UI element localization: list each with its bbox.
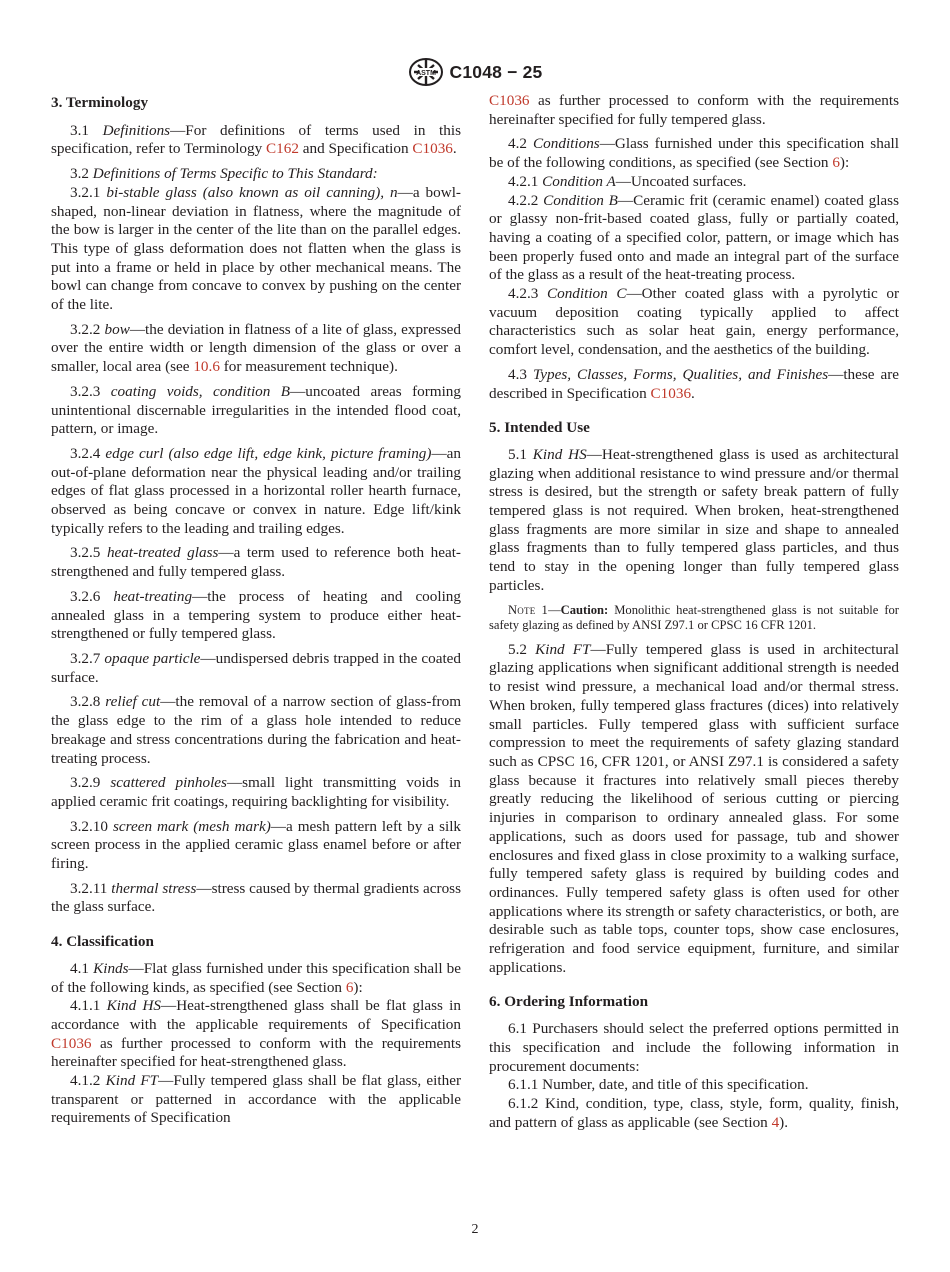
paragraph-4-1 [51, 960, 461, 997]
note-dash: — [548, 602, 561, 617]
clause-term: Kind FT [105, 1072, 159, 1090]
clause-text: —a mesh pattern left by a silk screen process in the applied ceramic glass enamel before or after firing. [51, 817, 462, 873]
clause-number: 3.2.10 [70, 817, 108, 835]
paragraph-5-1 [489, 446, 899, 596]
clause-text: —the deviation in flatness of a lite of glass, expressed over the entire width or length dimension of the glass or over a smaller, local area (see [51, 320, 462, 376]
clause-number: 4.2.1 [508, 172, 539, 190]
clause-number: 5.1 [508, 445, 527, 463]
clause-text: ): [353, 978, 363, 996]
clause-term: Kinds [93, 959, 129, 977]
clause-number: 6.1.1 [508, 1076, 539, 1094]
clause-term: Kind HS [106, 997, 162, 1015]
note-caution: Caution: [560, 602, 609, 617]
clause-term: bi-stable glass (also known as oil canning), n [106, 183, 398, 201]
clause-text: —For definitions of terms used in this specification, refer to Terminology [51, 121, 461, 158]
clause-text: Purchasers should select the preferred options permitted in this specification and include the following information in procurement documents: [489, 1020, 899, 1075]
clause-number: 3.1 [70, 121, 89, 139]
paragraph-3-2-6 [51, 588, 461, 644]
clause-number: 3.2.4 [70, 444, 101, 462]
clause-number: 3.2.8 [70, 693, 101, 711]
right-column [489, 92, 899, 1132]
astm-logo-icon [408, 57, 444, 87]
paragraph-3-2-7 [51, 650, 461, 687]
reference-link-c1036[interactable]: C1036 [412, 140, 453, 158]
clause-text: —a bowl-shaped, non-linear deviation in flatness, where the magnitude of the bow is larger in the center of the lite than on the parallel edges. This type of glass deformation does not flatten when the glass is put into a frame or held in place by other mechanical means. The bowl can change from concave to convex by pushing on the center of the lite. [51, 183, 461, 314]
section-heading-ordering-information: 6. Ordering Information [489, 993, 649, 1011]
paragraph-4-2-1 [489, 173, 899, 192]
clause-text: —Flat glass furnished under this specification shall be of the following kinds, as specified (see Section [51, 959, 461, 996]
paragraph-3-1 [51, 122, 461, 159]
clause-term: bow [104, 320, 130, 338]
clause-term: Condition B [543, 191, 618, 209]
paragraph-3-2-11 [51, 880, 461, 917]
clause-term: Types, Classes, Forms, Qualities, and Finishes [532, 365, 829, 383]
clause-term: edge curl (also edge lift, edge kink, picture framing) [105, 444, 432, 462]
section-heading-terminology: 3. Terminology [51, 94, 149, 111]
page-header [0, 57, 950, 93]
clause-term: coating voids, condition B [110, 382, 291, 400]
clause-text: . [452, 140, 457, 158]
clause-number: 6.1.2 [508, 1094, 539, 1112]
clause-number: 3.2.6 [70, 587, 101, 605]
clause-term: heat-treating [113, 587, 193, 605]
clause-term: screen mark (mesh mark) [112, 817, 271, 835]
clause-number: 4.1.2 [70, 1072, 101, 1090]
clause-text: ): [839, 154, 850, 172]
clause-term: Definitions [102, 121, 171, 139]
clause-text: Kind, condition, type, class, style, form, quality, finish, and pattern of glass as applicable (see Section [489, 1094, 899, 1131]
paragraph-3-2-4 [51, 445, 461, 539]
paragraph-4-1-2-continued [489, 92, 899, 129]
clause-text: —the removal of a narrow section of glass-from the glass edge to the rim of a glass hole intended to reduce breakage and stress concentrations during the fabrication and heat-treating process. [51, 693, 462, 767]
paragraph-3-2-8 [51, 693, 461, 768]
clause-text: —Heat-strengthened glass shall be flat glass in accordance with the applicable requirements of Specification [51, 997, 461, 1033]
clause-text: and Specification [298, 140, 413, 158]
clause-text: —Fully tempered glass shall be flat glass, either transparent or patterned in accordance with the applicable requirements of Specification [51, 1072, 462, 1127]
clause-text: —Other coated glass with a pyrolytic or vacuum deposition coating typically applied to affect characteristics such as solar heat gain, energy performance, comfort level, condensation, and the aesthetics of the building. [489, 285, 900, 359]
clause-text: —an out-of-plane deformation near the physical leading and/or trailing edges of flat glass processed in a horizontal roller hearth furnace, observed as being concave or convex in nature. Edge lift/kink typically refers to the leading and trailing edges. [51, 444, 461, 537]
clause-number: 3.2.7 [70, 649, 101, 667]
note-text: Monolithic heat-strengthened glass is not suitable for safety glazing as defined by ANSI Z97.1 or CPSC 16 CFR 1201. [489, 602, 899, 633]
clause-term: thermal stress [111, 879, 197, 897]
clause-text: ). [779, 1113, 789, 1131]
clause-term: heat-treated glass [106, 544, 219, 562]
paragraph-3-2-5 [51, 544, 461, 581]
clause-term: Kind HS [532, 445, 587, 463]
clause-text: —Uncoated surfaces. [615, 172, 747, 190]
section-heading-intended-use: 5. Intended Use [489, 419, 590, 437]
clause-number: 4.1 [70, 959, 89, 977]
paragraph-4-1-1 [51, 997, 461, 1072]
paragraph-4-2 [489, 135, 899, 172]
paragraph-3-2-9 [51, 774, 461, 811]
clause-text: for measurement technique). [219, 358, 398, 376]
note-1 [489, 603, 899, 634]
clause-number: 3.2.1 [70, 183, 101, 201]
paragraph-4-2-3 [489, 285, 899, 360]
clause-number: 6.1 [508, 1020, 527, 1038]
clause-text: —Heat-strengthened glass is used as architectural glazing when additional resistance to wind pressure and/or thermal stress is desired, but the strength or safety break pattern of fully tempered glass is not required. When broken, heat-strengthened glass fragments are more similar in size and shape to annealed glass fragments than to fully tempered glass particles, and thus tend to stay in the opening longer than fully tempered glass particles. [489, 445, 899, 594]
clause-text: as further processed to conform with the requirements hereinafter specified for heat-strengthened glass. [51, 1034, 461, 1071]
clause-number: 4.2.2 [508, 191, 539, 209]
clause-number: 3.2.5 [70, 544, 101, 562]
clause-term: Conditions [533, 135, 600, 153]
paragraph-4-3 [489, 366, 899, 403]
reference-link-section-6[interactable]: 6 [345, 978, 354, 996]
clause-term: Kind FT [535, 640, 591, 658]
paragraph-4-2-2 [489, 192, 899, 286]
clause-text: —Ceramic frit (ceramic enamel) coated glass or glassy non-frit-based coated glass, fully or partially coated, having a coating of a specified color, pattern, or image which has been properly fused onto and made an integral part of the surface of the glass as a result of the heat-treating process. [489, 191, 899, 284]
clause-text: —undispersed debris trapped in the coated surface. [51, 649, 462, 686]
clause-text: —Glass furnished under this specification shall be of the following conditions, as specified (see Section [489, 135, 899, 172]
paragraph-5-2 [489, 641, 899, 978]
left-column [51, 92, 461, 1128]
clause-text: —uncoated areas forming unintentional discernable irregularities in the intended flood coat, pattern, or image. [51, 382, 461, 438]
clause-term: Condition A [542, 172, 616, 190]
paragraph-6-1 [489, 1020, 899, 1076]
paragraph-3-2 [51, 165, 461, 184]
clause-text: —small light transmitting voids in applied ceramic frit coatings, requiring backlighting for visibility. [51, 774, 461, 810]
clause-number: 4.2.3 [508, 285, 539, 303]
reference-link-10-6[interactable]: 10.6 [193, 358, 220, 376]
clause-term: Condition C [546, 285, 627, 303]
clause-text: —these are described in Specification [489, 365, 900, 402]
reference-link-c162[interactable]: C162 [266, 140, 299, 158]
clause-number: 3.2.11 [70, 879, 108, 897]
document-id: C1048 − 25 [449, 61, 543, 82]
clause-number: 3.2.3 [70, 382, 101, 400]
clause-number: 3.2 [70, 165, 89, 183]
clause-text: Number, date, and title of this specification. [542, 1076, 809, 1094]
paragraph-6-1-2 [489, 1095, 899, 1132]
reference-link-section-6[interactable]: 6 [832, 154, 840, 172]
note-label: Note 1 [508, 602, 549, 617]
clause-text: —the process of heating and cooling annealed glass in a tempering system to produce either heat-strengthened or fully tempered glass. [51, 587, 461, 643]
paragraph-3-2-1 [51, 184, 461, 315]
paragraph-6-1-1 [489, 1076, 899, 1095]
clause-term: opaque particle [104, 649, 201, 667]
clause-number: 3.2.2 [70, 320, 101, 338]
reference-link-c1036[interactable]: C1036 [51, 1034, 92, 1052]
section-heading-classification: 4. Classification [51, 933, 154, 951]
svg-text:ASTM: ASTM [415, 70, 436, 77]
clause-number: 4.2 [508, 135, 527, 153]
clause-text: —Fully tempered glass is used in architectural glazing applications when significant additional strength is needed to resist wind pressure, a mechanical load and/or thermal stress. When broken, fully tempered glass fractures (dices) into relatively small particles. Fully tempered glass with sufficient surface compression to meet the requirements of safety glazing standard such as CPSC 16, CFR 1201, or ANSI Z97.1 is considered a safety glass because it fractures into relatively small pieces thereby greatly reducing the likelihood of serious cutting or piercing injuries in comparison to ordinary annealed glass. For some applications, such as doors used for passage, tub and shower enclosures and fixed glass in close proximity to a walking surface, fully tempered safety glass is required by building codes and ordinances. Fully tempered safety glass is often used for other applications where its strength or safety characteristics, or both, are desirable such as table tops, counter tops, show case enclosures, refrigeration and food service equipment, furniture, and similar applications. [489, 640, 900, 976]
paragraph-4-1-2-start [51, 1072, 461, 1128]
clause-number: 3.2.9 [70, 774, 101, 792]
clause-number: 5.2 [508, 640, 527, 658]
clause-term: Definitions of Terms Specific to This Standard: [92, 165, 378, 183]
paragraph-3-2-3 [51, 383, 461, 439]
clause-text: —a term used to reference both heat-strengthened and fully tempered glass. [51, 544, 461, 581]
clause-text: . [691, 384, 695, 402]
reference-link-c1036[interactable]: C1036 [650, 384, 692, 402]
clause-number: 4.3 [508, 365, 527, 383]
clause-text: as further processed to conform with the requirements hereinafter specified for fully tempered glass. [489, 92, 899, 128]
clause-text: —stress caused by thermal gradients across the glass surface. [51, 879, 461, 916]
clause-number: 4.1.1 [70, 997, 101, 1015]
page-number: 2 [471, 1222, 479, 1237]
reference-link-section-4[interactable]: 4 [771, 1113, 780, 1131]
clause-term: relief cut [105, 693, 161, 711]
reference-link-c1036[interactable]: C1036 [489, 92, 530, 109]
paragraph-3-2-10 [51, 818, 461, 874]
paragraph-3-2-2 [51, 321, 461, 377]
clause-term: scattered pinholes [110, 774, 227, 792]
